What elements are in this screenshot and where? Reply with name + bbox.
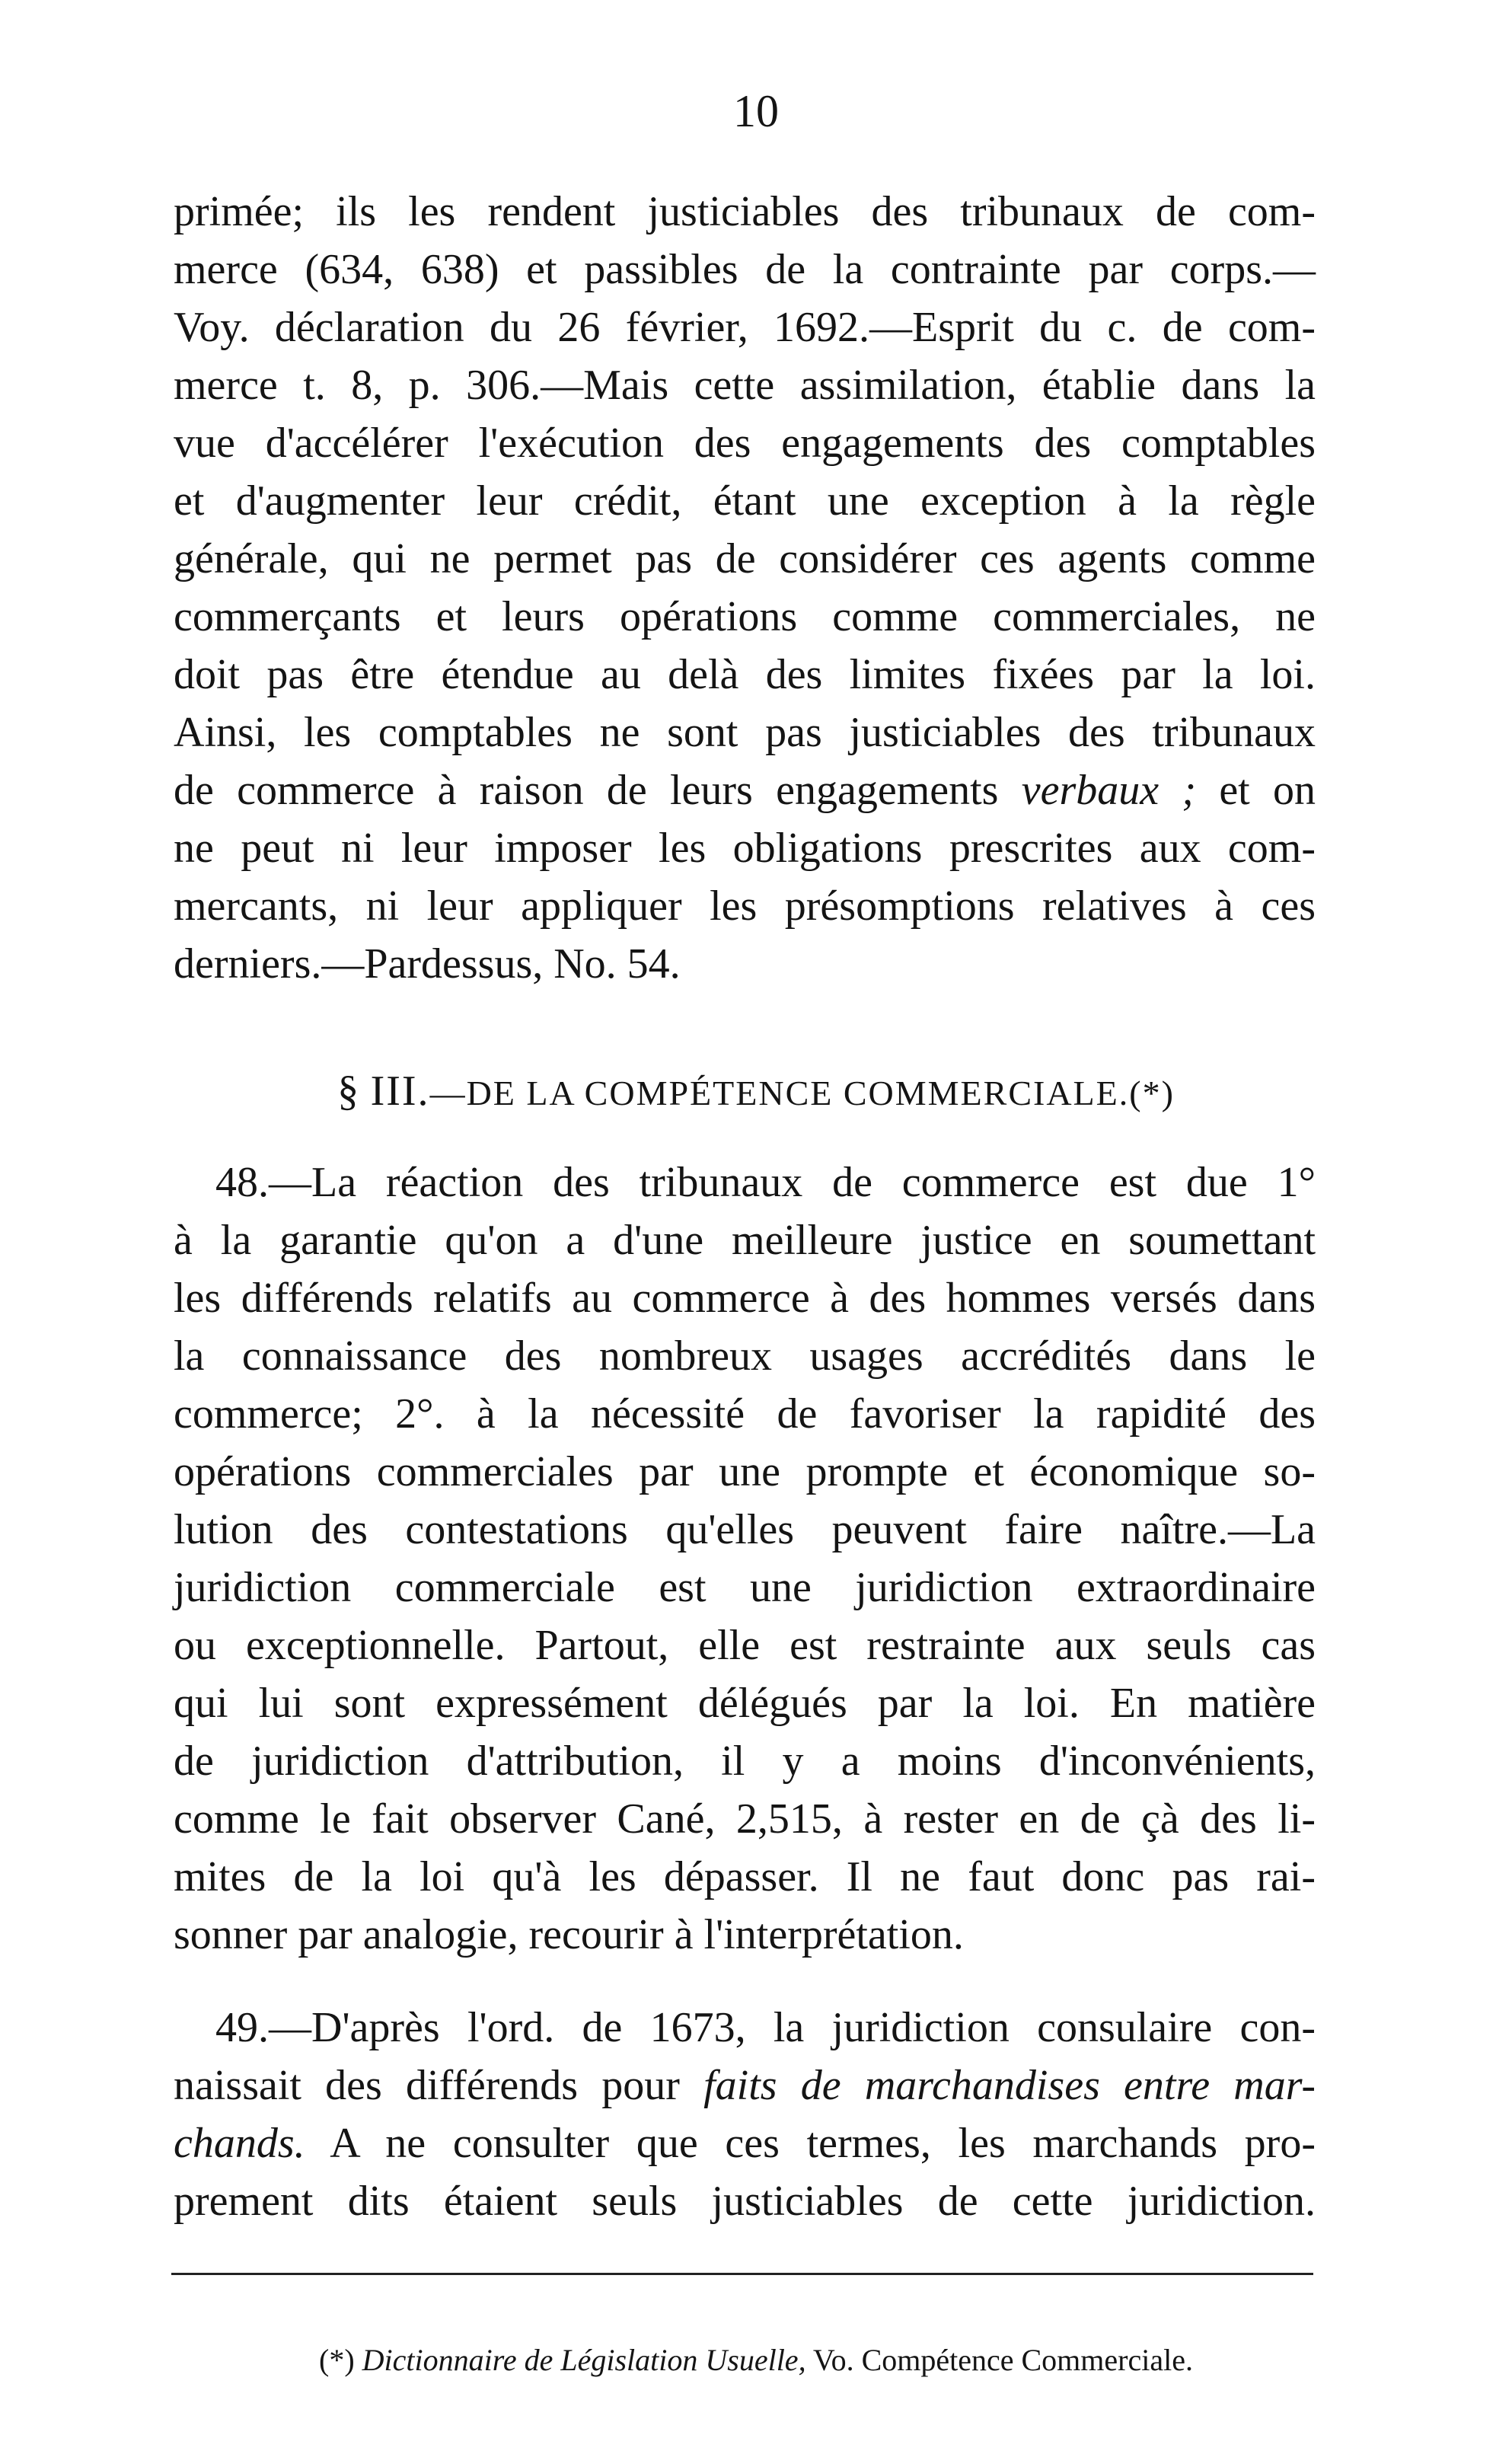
paragraph-48 [174,1154,1316,1964]
text-segment: de commerce à raison de leurs engagements [174,767,999,814]
footnote-title: Dictionnaire de Législation Usuelle, [362,2343,806,2377]
text-segment: et on [1219,767,1316,814]
section-heading [0,1062,1512,1122]
page-number: 10 [733,86,779,136]
italic-term: chands. [174,2120,305,2167]
text-line: Voy. déclaration du 26 février, 1692.—Esprit du c. de com- [174,304,1316,351]
italic-term: verbaux ; [1021,767,1197,814]
text-line: merce t. 8, p. 306.—Mais cette assimilation, établie dans la [174,362,1316,409]
text-line: qui lui sont expressément délégués par la loi. En matière [174,1680,1316,1727]
text-line: comme le fait observer Cané, 2,515, à rester en de çà des li- [174,1795,1316,1843]
text-line: les différends relatifs au commerce à des hommes versés dans [174,1275,1316,1322]
text-line: vue d'accélérer l'exécution des engagements des comptables [174,420,1316,467]
text-line: doit pas être étendue au delà des limites fixées par la loi. [174,651,1316,698]
text-line [174,2057,1316,2114]
footnote-reference: Vo. Compétence Commerciale. [812,2343,1193,2377]
text-line: commerçants et leurs opérations comme commerciales, ne [174,593,1316,640]
text-line: Ainsi, les comptables ne sont pas justiciables des tribunaux [174,709,1316,756]
text-line: à la garantie qu'on a d'une meilleure justice en soumettant [174,1217,1316,1264]
text-segment: naissait des différends pour [174,2062,680,2109]
paragraph-1 [174,183,1316,993]
section-title: —DE LA COMPÉTENCE COMMERCIALE.(*) [429,1074,1175,1112]
text-line: 49.—D'après l'ord. de 1673, la juridiction consulaire con- [215,2004,1316,2051]
text-line: commerce; 2°. à la nécessité de favoriser la rapidité des [174,1390,1316,1438]
text-line: 48.—La réaction des tribunaux de commerce est due 1° [215,1159,1316,1206]
footnote [0,2341,1512,2379]
text-line: sonner par analogie, recourir à l'interprétation. [174,1911,964,1958]
text-line: derniers.—Pardessus, No. 54. [174,940,681,988]
text-line [174,761,1316,819]
text-line [174,2114,1316,2172]
text-line: mercants, ni leur appliquer les présomptions relatives à ces [174,882,1316,930]
text-segment: A ne consulter que ces termes, les marchands pro- [330,2120,1316,2167]
text-line: opérations commerciales par une prompte et économique so- [174,1448,1316,1495]
section-number: III. [370,1067,430,1115]
text-line: lution des contestations qu'elles peuvent faire naître.—La [174,1506,1316,1553]
text-line: merce (634, 638) et passibles de la contrainte par corps.— [174,246,1316,293]
text-line: prement dits étaient seuls justiciables de cette juridiction. [174,2178,1316,2225]
text-line: ne peut ni leur imposer les obligations prescrites aux com- [174,825,1316,872]
footnote-rule [171,2273,1313,2275]
text-line: ou exceptionnelle. Partout, elle est restrainte aux seuls cas [174,1622,1316,1669]
text-line: et d'augmenter leur crédit, étant une exception à la règle [174,477,1316,525]
paragraph-49 [174,1999,1316,2230]
footnote-marker: (*) [319,2343,355,2377]
text-line: juridiction commerciale est une juridiction extraordinaire [174,1564,1316,1611]
text-line: primée; ils les rendent justiciables des tribunaux de com- [174,188,1316,235]
text-line: la connaissance des nombreux usages accrédités dans le [174,1332,1316,1380]
text-line: de juridiction d'attribution, il y a moins d'inconvénients, [174,1738,1316,1785]
italic-term: faits de marchandises entre mar- [703,2062,1316,2109]
section-symbol: § [337,1067,361,1115]
text-line: générale, qui ne permet pas de considérer ces agents comme [174,535,1316,582]
text-line: mites de la loi qu'à les dépasser. Il ne faut donc pas rai- [174,1853,1316,1900]
